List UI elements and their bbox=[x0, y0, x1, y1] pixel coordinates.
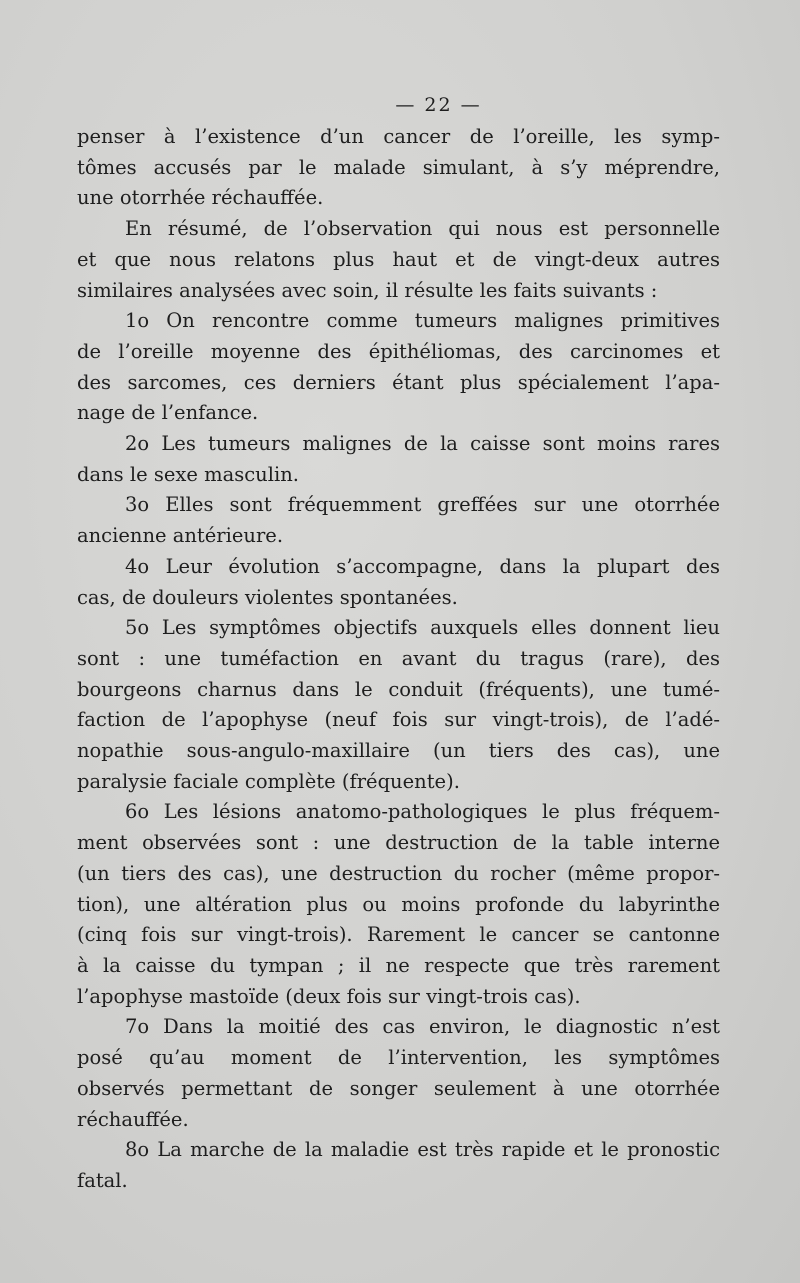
paragraph bbox=[77, 122, 720, 214]
text-line: (cinq fois sur vingt-trois). Rarement le cancer se cantonne bbox=[77, 923, 720, 947]
text-line: une otorrhée réchauffée. bbox=[77, 186, 324, 210]
text-line: tion), une altération plus ou moins profonde du labyrinthe bbox=[77, 892, 720, 916]
text-line: de l’oreille moyenne des épithéliomas, des carcinomes et bbox=[77, 339, 720, 363]
text-line: penser à l’existence d’un cancer de l’oreille, les symp- bbox=[77, 125, 720, 148]
text-line: 8o La marche de la maladie est très rapide et le pronostic bbox=[125, 1138, 720, 1162]
text-line: 3o Elles sont fréquemment greffées sur une otorrhée bbox=[125, 493, 720, 517]
text-line: cas, de douleurs violentes spontanées. bbox=[77, 585, 458, 609]
text-line: 5o Les symptômes objectifs auxquels elles donnent lieu bbox=[125, 616, 720, 640]
text-line: tômes accusés par le malade simulant, à s’y méprendre, bbox=[77, 155, 720, 179]
text-line: 6o Les lésions anatomo-pathologiques le plus fréquem- bbox=[125, 800, 720, 824]
text-line: et que nous relatons plus haut et de vingt-deux autres bbox=[77, 247, 720, 271]
paragraph bbox=[77, 552, 720, 613]
text-line: l’apophyse mastoïde (deux fois sur vingt-trois cas). bbox=[77, 984, 581, 1008]
text-line: 7o Dans la moitié des cas environ, le diagnostic n’est bbox=[125, 1015, 720, 1039]
document-page bbox=[77, 88, 720, 1197]
body-text bbox=[77, 122, 720, 1197]
paragraph bbox=[77, 613, 720, 797]
paragraph bbox=[77, 797, 720, 1012]
paragraph bbox=[77, 429, 720, 490]
text-line: observés permettant de songer seulement à une otorrhée bbox=[77, 1076, 720, 1100]
text-line: réchauffée. bbox=[77, 1107, 189, 1131]
paragraph bbox=[77, 214, 720, 306]
text-line: fatal. bbox=[77, 1168, 128, 1192]
text-line: nopathie sous-angulo-maxillaire (un tiers des cas), une bbox=[77, 739, 720, 763]
text-line: ancienne antérieure. bbox=[77, 524, 284, 548]
paragraph bbox=[77, 306, 720, 429]
paragraph bbox=[77, 1135, 720, 1196]
text-line: bourgeons charnus dans le conduit (fréquents), une tumé- bbox=[77, 677, 720, 701]
text-line: (un tiers des cas), une destruction du rocher (même propor- bbox=[77, 861, 720, 885]
text-line: similaires analysées avec soin, il résulte les faits suivants : bbox=[77, 278, 658, 302]
text-line: En résumé, de l’observation qui nous est personnelle bbox=[125, 217, 720, 241]
text-line: nage de l’enfance. bbox=[77, 401, 259, 425]
text-line: faction de l’apophyse (neuf fois sur vingt-trois), de l’adé- bbox=[77, 708, 720, 732]
text-line: 4o Leur évolution s’accompagne, dans la plupart des bbox=[125, 554, 720, 578]
paragraph bbox=[77, 1012, 720, 1135]
paragraph bbox=[77, 490, 720, 551]
text-line: 2o Les tumeurs malignes de la caisse sont moins rares bbox=[125, 432, 720, 456]
text-line: 1o On rencontre comme tumeurs malignes primitives bbox=[125, 309, 720, 333]
text-line: ment observées sont : une destruction de la table interne bbox=[77, 831, 720, 855]
page-number: — 22 — bbox=[395, 94, 482, 116]
text-line: dans le sexe masculin. bbox=[77, 462, 299, 486]
text-line: des sarcomes, ces derniers étant plus spécialement l’apa- bbox=[77, 370, 720, 394]
text-line: posé qu’au moment de l’intervention, les symptômes bbox=[77, 1046, 720, 1070]
text-line: sont : une tuméfaction en avant du tragus (rare), des bbox=[77, 646, 720, 670]
text-line: à la caisse du tympan ; il ne respecte que très rarement bbox=[77, 953, 720, 977]
text-line: paralysie faciale complète (fréquente). bbox=[77, 769, 460, 793]
